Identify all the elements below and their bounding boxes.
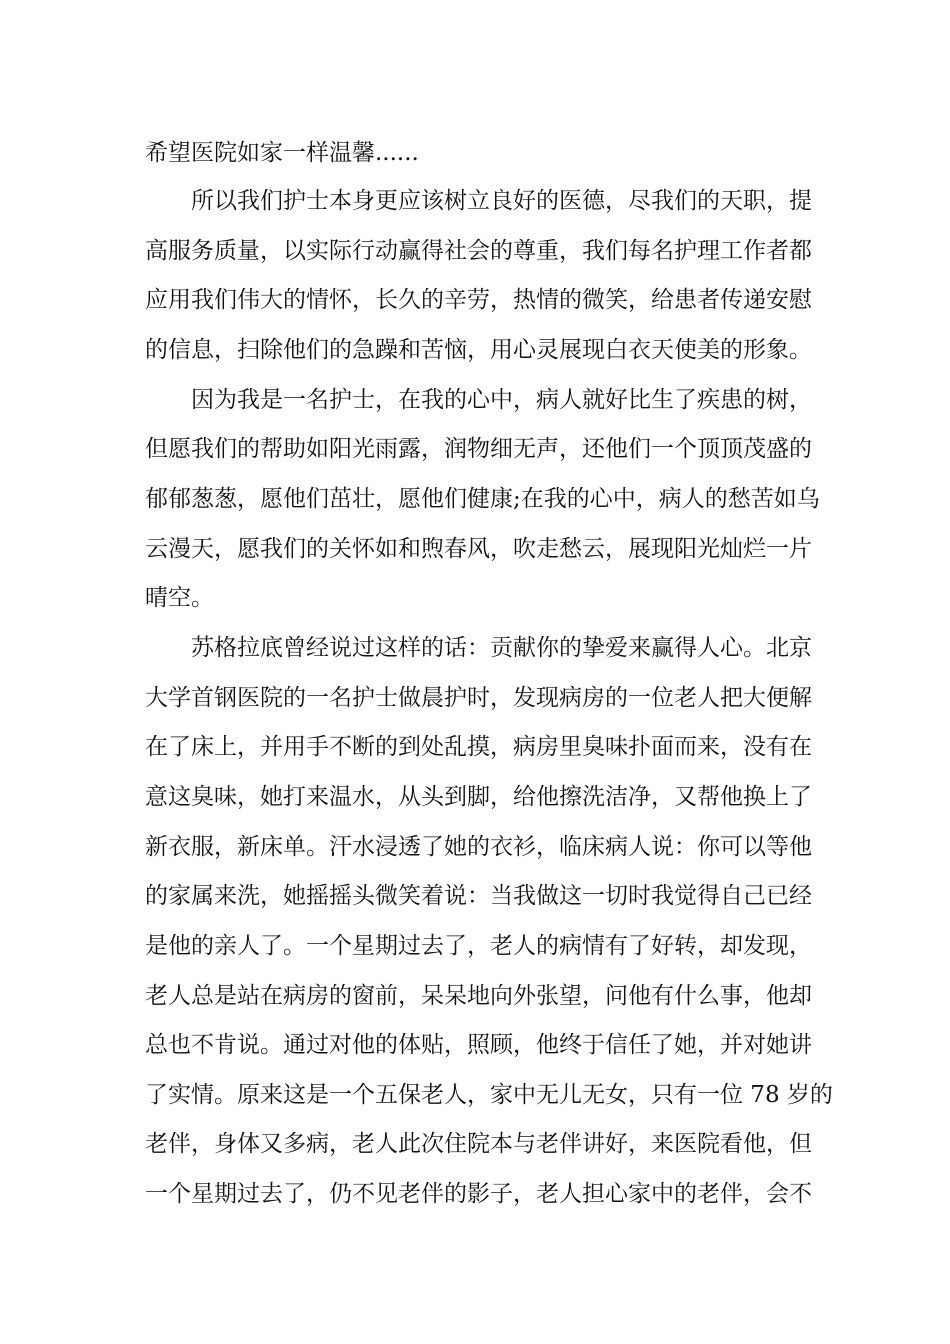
- text-line: 是他的亲人了。一个星期过去了，老人的病情有了好转，却发现，: [145, 933, 812, 959]
- text-line: 的信息，扫除他们的急躁和苦恼，用心灵展现白衣天使美的形象。: [145, 337, 812, 363]
- text-line: 在了床上，并用手不断的到处乱摸，病房里臭味扑面而来，没有在: [145, 734, 812, 760]
- text-line: 应用我们伟大的情怀，长久的辛劳，热情的微笑，给患者传递安慰: [145, 287, 812, 313]
- text-line: 总也不肯说。通过对他的体贴，照顾，他终于信任了她，并对她讲: [145, 1032, 812, 1058]
- text-line: 老伴，身体又多病，老人此次住院本与老伴讲好，来医院看他，但: [145, 1131, 812, 1157]
- paragraph-first-line: 因为我是一名护士，在我的心中，病人就好比生了疾患的树，: [191, 387, 812, 413]
- text-line: 大学首钢医院的一名护士做晨护时，发现病房的一位老人把大便解: [145, 685, 812, 711]
- text-line: 郁郁葱葱，愿他们茁壮，愿他们健康;在我的心中，病人的愁苦如乌: [145, 486, 820, 512]
- paragraph-first-line: 所以我们护士本身更应该树立良好的医德，尽我们的天职，提: [191, 188, 812, 214]
- paragraph-first-line: 苏格拉底曾经说过这样的话：贡献你的挚爱来赢得人心。北京: [191, 635, 812, 661]
- text-line: 了实情。原来这是一个五保老人，家中无儿无女，只有一位 78 岁的: [145, 1082, 833, 1108]
- text-line: 新衣服，新床单。汗水浸透了她的衣衫，临床病人说：你可以等他: [145, 834, 812, 860]
- text-line: 的家属来洗，她摇摇头微笑着说：当我做这一切时我觉得自己已经: [145, 883, 812, 909]
- text-line: 高服务质量，以实际行动赢得社会的尊重，我们每名护理工作者都: [145, 238, 812, 264]
- text-line: 但愿我们的帮助如阳光雨露，润物细无声，还他们一个顶顶茂盛的: [145, 436, 812, 462]
- text-line: 老人总是站在病房的窗前，呆呆地向外张望，问他有什么事，他却: [145, 983, 812, 1009]
- text-line: 云漫天，愿我们的关怀如和煦春风，吹走愁云，展现阳光灿烂一片: [145, 536, 812, 562]
- text-line: 一个星期过去了，仍不见老伴的影子，老人担心家中的老伴，会不: [145, 1181, 812, 1207]
- text-line: 希望医院如家一样温馨......: [145, 140, 419, 166]
- text-line: 晴空。: [145, 585, 214, 611]
- text-line: 意这臭味，她打来温水，从头到脚，给他擦洗洁净，又帮他换上了: [145, 784, 812, 810]
